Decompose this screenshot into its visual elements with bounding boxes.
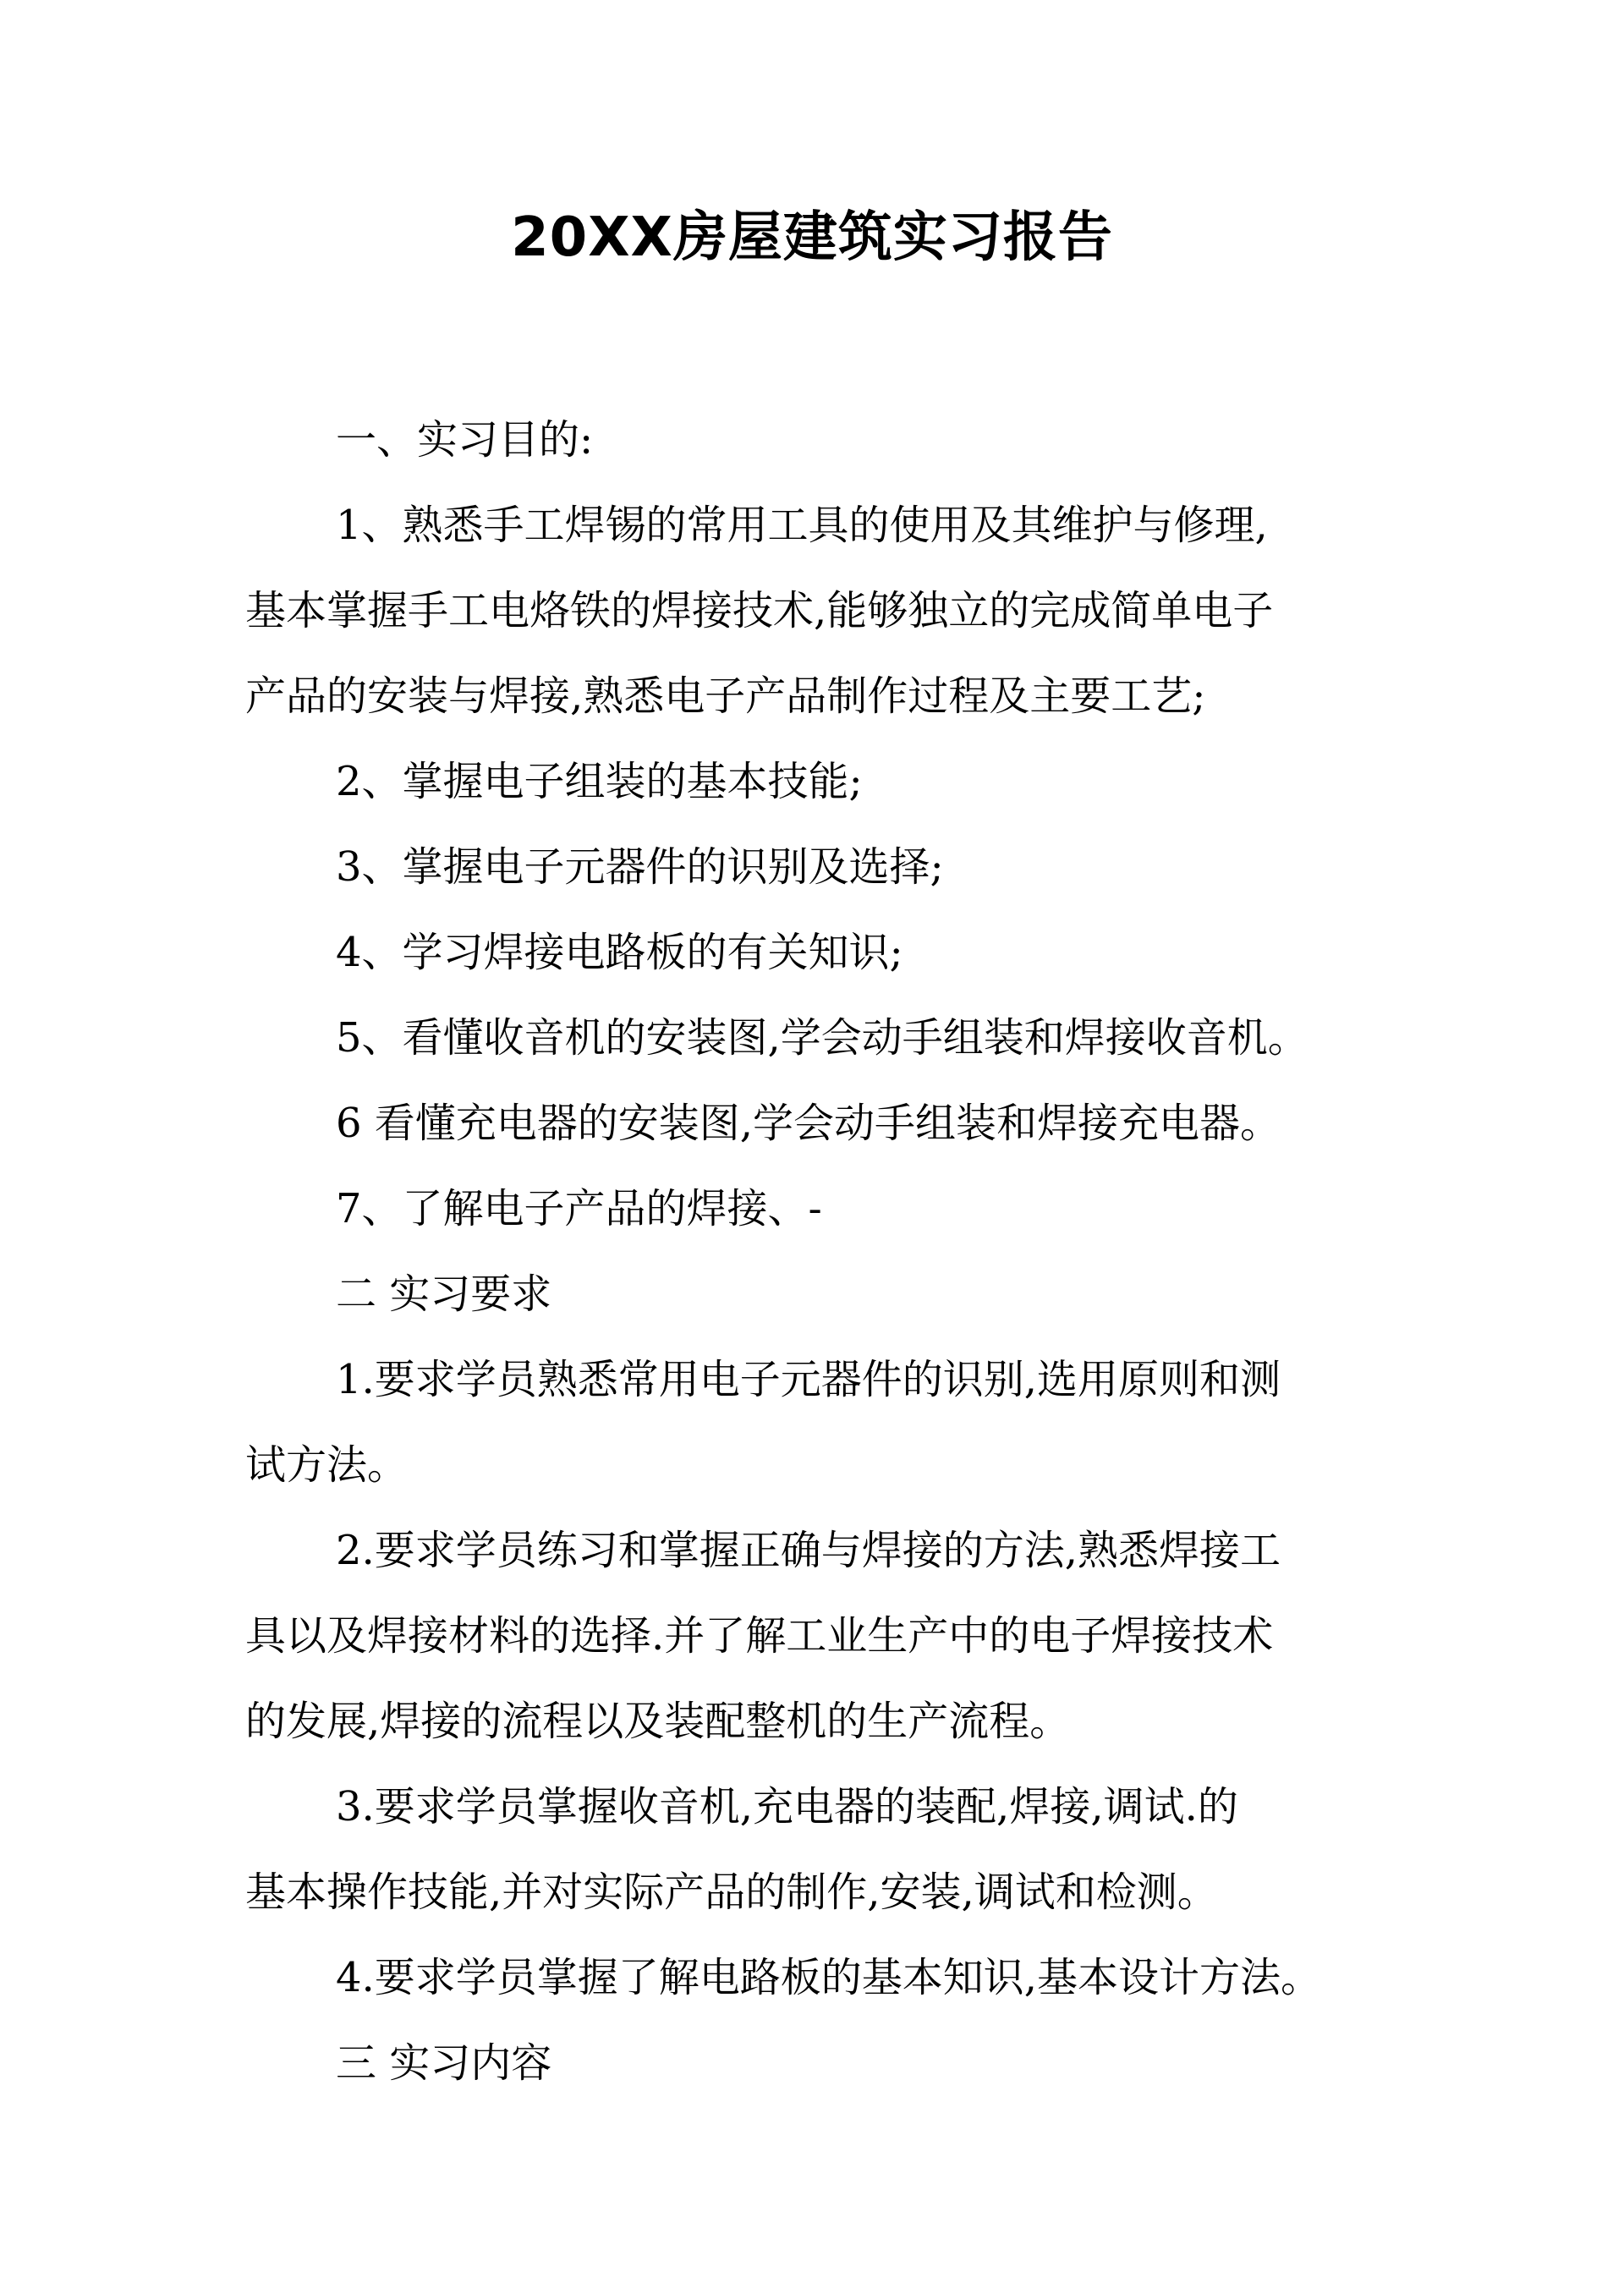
paragraph-line: 2.要求学员练习和掌握正确与焊接的方法,熟悉焊接工 [336, 1527, 1281, 1574]
section-heading-1: 一、实习目的: [336, 416, 594, 464]
paragraph-line: 具以及焊接材料的选择.并了解工业生产中的电子焊接技术 [245, 1612, 1274, 1660]
section-heading-3: 三 实习内容 [336, 2039, 552, 2087]
paragraph-line: 2、掌握电子组装的基本技能; [336, 758, 863, 805]
paragraph-line: 5、看懂收音机的安装图,学会动手组装和焊接收音机。 [336, 1014, 1309, 1062]
paragraph-line: 4、学习焊接电路板的有关知识; [336, 929, 903, 976]
paragraph-line: 7、了解电子产品的焊接、- [336, 1185, 822, 1232]
paragraph-line: 试方法。 [245, 1441, 409, 1489]
paragraph-line: 基本掌握手工电烙铁的焊接技术,能够独立的完成简单电子 [245, 587, 1274, 634]
paragraph-line: 4.要求学员掌握了解电路板的基本知识,基本设计方法。 [336, 1954, 1322, 2001]
section-heading-2: 二 实习要求 [336, 1270, 552, 1318]
paragraph-line: 6 看懂充电器的安装图,学会动手组装和焊接充电器。 [336, 1100, 1281, 1147]
paragraph-line: 1.要求学员熟悉常用电子元器件的识别,选用原则和测 [336, 1356, 1281, 1403]
paragraph-line: 产品的安装与焊接,熟悉电子产品制作过程及主要工艺; [245, 672, 1206, 720]
paragraph-line: 1、熟悉手工焊锡的常用工具的使用及其维护与修理, [336, 502, 1268, 549]
document-title: 20XX房屋建筑实习报告 [511, 206, 1113, 269]
paragraph-line: 3.要求学员掌握收音机,充电器的装配,焊接,调试.的 [336, 1783, 1238, 1830]
document-body [245, 398, 1383, 2106]
paragraph-line: 的发展,焊接的流程以及装配整机的生产流程。 [245, 1698, 1071, 1745]
paragraph-line: 3、掌握电子元器件的识别及选择; [336, 843, 944, 891]
paragraph-line: 基本操作技能,并对实际产品的制作,安装,调试和检测。 [245, 1869, 1218, 1916]
